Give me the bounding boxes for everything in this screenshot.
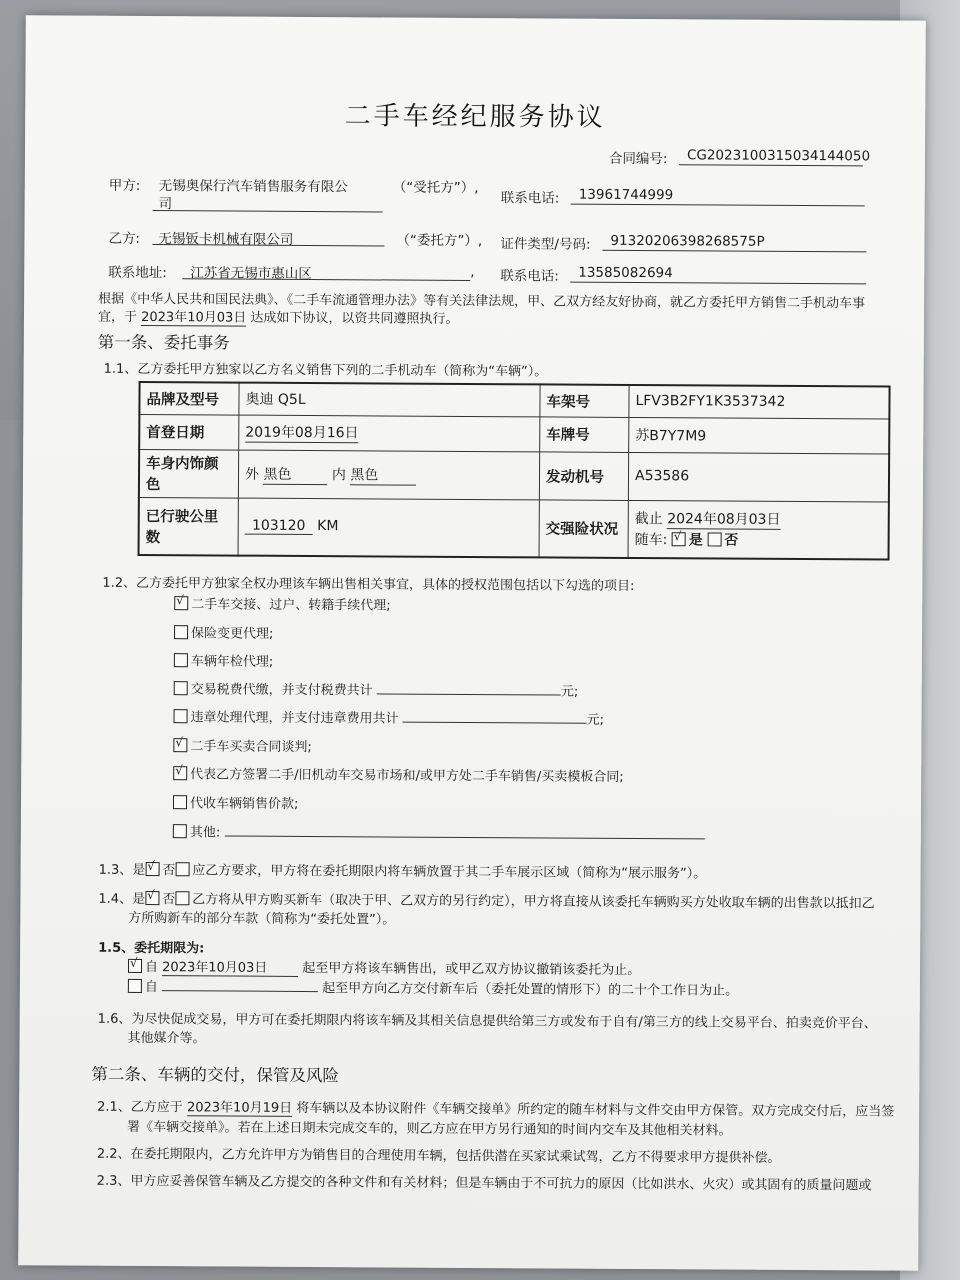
mileage-unit: KM: [317, 518, 339, 535]
option-checkbox[interactable]: [174, 681, 188, 695]
option-checkbox[interactable]: [173, 738, 187, 752]
mileage-label-line2: 数: [145, 529, 161, 546]
preamble-date: 2023年10月03日: [141, 306, 246, 327]
contract-no-label: 合同编号:: [608, 150, 668, 168]
color-label: [139, 449, 239, 498]
reg-date-value: 2019年08月16日: [245, 422, 358, 444]
with-car-no-checkbox[interactable]: [707, 533, 721, 547]
option-checkbox[interactable]: [173, 766, 187, 780]
party-a-phone-label: 联系电话:: [500, 190, 560, 207]
clause-1-1: 1.1、乙方委托甲方独家以乙方名义销售下列的二手机动车（简称为“车辆”）。: [103, 361, 548, 380]
color-label-line1: 车身内饰颜: [146, 456, 219, 473]
clause-1-2: 1.2、乙方委托甲方独家全权办理该车辆出售相关事宜，具体的授权范围包括以下勾选的项目:: [102, 575, 635, 594]
no-label: 否: [162, 863, 176, 879]
preamble-pre: 宜，于: [97, 309, 138, 325]
plate-label: 车牌号: [540, 416, 629, 452]
option-item: [173, 763, 624, 785]
insurance-until-value: 2024年08月03日: [667, 508, 780, 530]
party-b-role: （“委托方”）,: [396, 232, 483, 250]
mileage-value: 103120: [245, 518, 313, 535]
address-comma: ,: [470, 263, 475, 281]
option-item: [173, 821, 705, 843]
engine-value: A53586: [628, 452, 889, 502]
table-row: [139, 414, 889, 454]
mileage-label-line1: 已行驶公里: [145, 508, 219, 526]
option-item: [174, 622, 274, 642]
option-label: 其他:: [189, 825, 221, 841]
option-item: [173, 792, 299, 812]
party-a-phone: 13961744999: [578, 186, 674, 204]
with-car-yes-label: 是: [688, 532, 703, 549]
term-option1-checkbox[interactable]: [128, 959, 142, 973]
option-item: [174, 678, 579, 699]
party-b-phone: 13585082694: [578, 264, 673, 282]
no-checkbox[interactable]: [175, 862, 189, 876]
party-a-name-line1: 无锡奥保行汽车销售服务有限公: [158, 178, 348, 196]
mileage-cell: [238, 498, 539, 558]
party-a-name-line2: 司: [158, 196, 173, 213]
engine-label: 发动机号: [539, 451, 628, 500]
party-a-role: （“受托方”）,: [392, 179, 479, 197]
with-car-no-label: 否: [724, 532, 739, 549]
option-label: 违章处理代理，并支付违章费用共计: [190, 710, 399, 727]
yes-label: 是: [132, 862, 146, 879]
preamble-post: 达成如下协议，以资共同遵照执行。: [250, 310, 459, 327]
delivery-date: 2023年10月19日: [187, 1096, 292, 1117]
preamble-line2: [98, 306, 459, 328]
option-label: 二手车交接、过户、转籍手续代理;: [191, 597, 391, 614]
option-label: 代表乙方签署二手/旧机动车交易市场和/或甲方处二手车销售/买卖模板合同;: [190, 767, 624, 785]
clause-post: 将车辆以及本协议附件《车辆交接单》所约定的随车材料与文件交由甲方保管。双方完成交付后，应当签: [296, 1100, 895, 1120]
yes-checkbox[interactable]: [145, 891, 159, 905]
yes-label: 是: [132, 891, 146, 908]
clause-2-3: 2.3、甲方应妥善保管车辆及乙方提交的各种文件和有关材料；但是车辆由于不可抗力的原因（比如洪水、火灾）或其固有的质量问题或: [96, 1173, 872, 1194]
section2-title: 第二条、车辆的交付，保管及风险: [91, 1064, 339, 1086]
section1-title: 第一条、委托事务: [97, 332, 230, 353]
option-suffix: 元;: [560, 684, 579, 700]
ext-color: 黑色: [263, 463, 327, 484]
insurance-until-line: [635, 508, 882, 531]
reg-date-label: 首登日期: [139, 414, 239, 450]
option-item: [173, 735, 312, 755]
party-b-label: 乙方:: [108, 230, 141, 247]
ext-label: 外: [244, 466, 260, 483]
option-checkbox[interactable]: [173, 824, 187, 838]
party-a-label: 甲方:: [108, 177, 141, 194]
yes-checkbox[interactable]: [145, 862, 159, 876]
clause-1-4-line2: 方所购新车的部分车款（简称为“委托处置”）。: [128, 910, 396, 928]
plate-value: 苏B7Y7M9: [629, 417, 890, 454]
option-label: 代收车辆销售价款;: [189, 796, 299, 812]
insurance-cell: [628, 500, 889, 560]
int-color: 黑色: [350, 464, 416, 485]
option-suffix: 元;: [586, 712, 605, 728]
option-item: [174, 650, 274, 670]
insurance-label: 交强险状况: [539, 499, 628, 558]
contract-no-value: CG2023100315034144050: [686, 147, 871, 165]
party-b-address-label: 联系地址:: [108, 264, 167, 282]
table-row: [139, 449, 889, 502]
party-a-underline: [153, 210, 383, 212]
vin-label: 车架号: [540, 384, 629, 417]
color-label-line2: 色: [145, 477, 161, 494]
party-b-id-label: 证件类型/号码:: [500, 236, 591, 253]
clause-text: 乙方将从甲方购买新车（取决于甲、乙双方的另行约定），甲方将直接从该委托车辆购买方处收取车辆的出售款以抵扣乙: [192, 892, 875, 912]
color-cell: [238, 450, 539, 500]
clause-1-6-line2: 其他媒介等。: [127, 1030, 206, 1047]
with-car-line: [635, 529, 882, 551]
party-b-phone-underline: [570, 282, 866, 285]
option-label: 保险变更代理;: [191, 626, 274, 642]
brand-label: 品牌及型号: [139, 382, 239, 415]
term-option2-blank[interactable]: [162, 976, 318, 992]
clause-pre: 2.1、乙方应于: [97, 1099, 183, 1116]
option-label: 交易税费代缴，并支付税费共计: [190, 682, 373, 699]
party-b-id-underline: [602, 250, 866, 253]
no-checkbox[interactable]: [175, 891, 189, 905]
from-label: 自: [144, 980, 158, 996]
no-label: 否: [162, 892, 176, 908]
option-checkbox[interactable]: [174, 625, 188, 639]
party-b-address: 江苏省无锡市惠山区: [190, 265, 312, 283]
option-label: 车辆年检代理;: [190, 654, 274, 670]
from-label: 自: [144, 960, 159, 976]
with-car-label: 随车:: [634, 532, 668, 549]
party-b-phone-label: 联系电话:: [500, 268, 559, 285]
insurance-until-label: 截止: [634, 511, 663, 528]
clause-num: 1.3、: [98, 862, 133, 878]
table-row: [139, 497, 889, 560]
term-option2-text: 起至甲方向乙方交付新车后（委托处置的情形下）的二十个工作日为止。: [322, 981, 739, 999]
clause-1-3: [99, 859, 707, 882]
party-a-phone-underline: [571, 204, 865, 207]
option-item: [174, 593, 391, 613]
vin-value: LFV3B2FY1K3537342: [629, 385, 890, 419]
contract-no-underline: [679, 164, 863, 166]
term-option2-checkbox[interactable]: [128, 979, 142, 993]
preamble-line1: 根据《中华人民共和国民法典》、《二手车流通管理办法》等有关法律法规，甲、乙双方经友好协商，就乙方委托甲方销售二手机动车事: [98, 291, 866, 312]
option-checkbox[interactable]: [174, 709, 188, 723]
vehicle-info-table: [138, 381, 891, 561]
clause-1-5-title: 1.5、委托期限为:: [98, 940, 205, 957]
contract-page: [18, 15, 926, 1270]
document-title: 二手车经纪服务协议: [344, 101, 606, 133]
int-label: 内: [331, 466, 346, 483]
option-checkbox[interactable]: [174, 653, 188, 667]
party-b-id-value: 91320206398268575P: [610, 232, 765, 250]
clause-1-6-line1: 1.6、为尽快促成交易，甲方可在委托期限内将该车辆及其相关信息提供给第三方或发布于自有/第三方的线上交易平台、拍卖竞价平台、: [97, 1011, 877, 1032]
term-option1-text: 起至甲方将该车辆售出，或甲乙双方协议撤销该委托为止。: [302, 960, 641, 979]
other-blank[interactable]: [224, 821, 704, 839]
option-checkbox[interactable]: [173, 795, 187, 809]
mileage-label: [139, 497, 239, 556]
option-label: 二手车买卖合同谈判;: [190, 739, 312, 756]
reg-date-cell: [239, 415, 540, 452]
clause-num: 1.4、: [98, 891, 133, 907]
tax-amount-blank[interactable]: [377, 679, 561, 695]
clause-2-2: 2.2、在委托期限内，乙方允许甲方为销售目的合理使用车辆，包括供潜在买家试乘试驾，乙方不得要求甲方提供补偿。: [96, 1146, 781, 1166]
with-car-yes-checkbox[interactable]: [672, 532, 686, 546]
party-b-name: 无锡钣卡机械有限公司: [158, 231, 294, 248]
clause-1-5-option2: [128, 976, 738, 999]
option-checkbox[interactable]: [174, 596, 188, 610]
term-start-date: 2023年10月03日: [162, 956, 298, 977]
clause-2-1-line2: 署《车辆交接单》。若在上述日期未完成交车的，则乙方应在甲方另行通知的时间内交车及其他相关材料。: [126, 1119, 732, 1139]
brand-value: 奥迪 Q5L: [239, 383, 540, 417]
option-item: [173, 706, 604, 728]
clause-text: 应乙方要求，甲方将在委托期限内将车辆放置于其二手车展示区域（简称为“展示服务”）。: [192, 863, 707, 882]
violation-amount-blank[interactable]: [403, 708, 587, 724]
table-row: [139, 382, 889, 419]
